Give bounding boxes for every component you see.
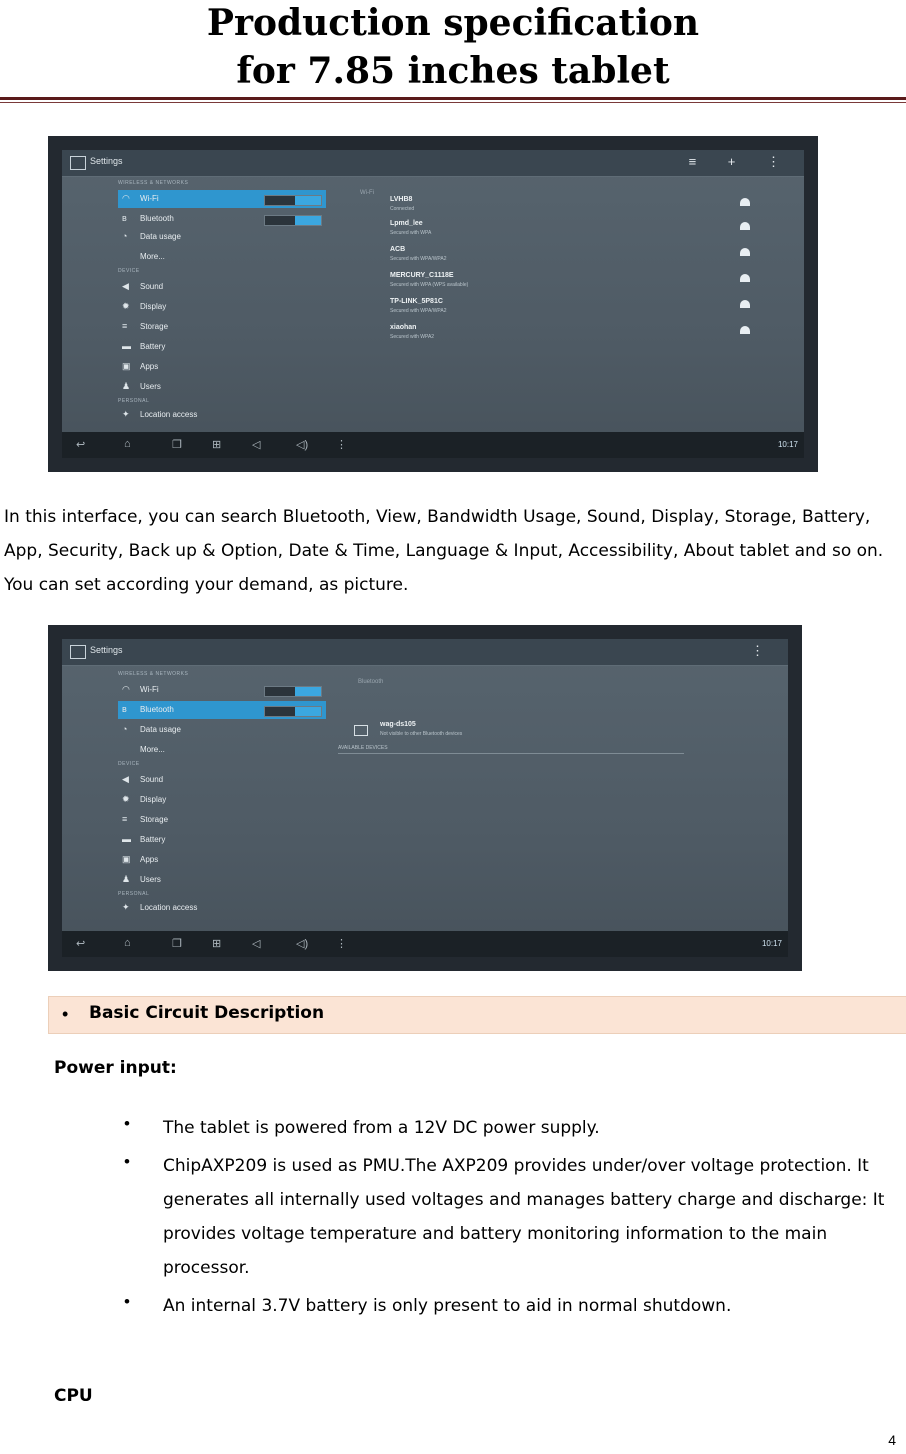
settings-wifi-photo (48, 136, 818, 472)
settings-menu (62, 665, 326, 931)
bluetooth-pane (332, 665, 788, 931)
section-header-device: DEVICE (118, 761, 140, 767)
home-icon[interactable]: ⌂ (124, 937, 131, 949)
sound-icon: ◀ (122, 774, 129, 784)
action-icons[interactable]: ≡ + ⋮ (688, 154, 794, 169)
section-header-wireless: WIRELESS & NETWORKS (118, 671, 189, 677)
data-usage-icon: ◔ (122, 231, 128, 241)
section-header-device: DEVICE (118, 268, 140, 274)
section-title: Basic Circuit Description (89, 1003, 325, 1023)
menu-item-battery[interactable]: ▬ Battery (122, 834, 166, 844)
menu-item-storage[interactable]: ≡ Storage (122, 814, 169, 824)
bluetooth-icon: ʙ (122, 213, 127, 223)
battery-icon: ▬ (122, 834, 131, 844)
bluetooth-toggle[interactable] (264, 706, 322, 717)
bluetooth-icon: ʙ (122, 704, 127, 714)
system-nav-bar (62, 931, 788, 957)
menu-item-display[interactable]: ✹ Display (122, 794, 167, 804)
menu-icon[interactable]: ⋮ (336, 938, 347, 950)
bluetooth-toggle[interactable] (264, 215, 322, 226)
doc-title-line2: for 7.85 inches tablet (236, 50, 670, 92)
settings-menu (62, 176, 326, 432)
screenshot-icon[interactable]: ⊞ (212, 439, 222, 451)
wifi-signal-icon (740, 274, 750, 282)
menu-item-apps[interactable]: ▣ Apps (122, 361, 159, 371)
battery-icon: ▬ (122, 341, 131, 351)
recent-apps-icon[interactable]: ❐ (172, 439, 182, 451)
wifi-toggle[interactable] (264, 195, 322, 206)
action-bar (62, 150, 804, 177)
network-item[interactable]: Lpmd_lee Secured with WPA (390, 220, 750, 250)
menu-item-wifi[interactable]: ◠ Wi-Fi (118, 190, 326, 208)
wifi-icon: ◠ (122, 193, 130, 203)
network-item[interactable]: ACB Secured with WPA/WPA2 (390, 246, 750, 276)
app-title: Settings (90, 156, 123, 166)
menu-item-users[interactable]: ♟ Users (122, 874, 161, 884)
pane-header: Bluetooth (358, 679, 384, 685)
data-usage-icon: ◔ (122, 724, 128, 734)
bullet-icon: • (124, 1114, 130, 1133)
section-header-personal: PERSONAL (118, 398, 150, 404)
wifi-networks-pane (332, 176, 804, 432)
back-icon[interactable]: ↩ (76, 938, 86, 950)
menu-item-data-usage[interactable]: ◔ Data usage (122, 231, 181, 241)
menu-item-data-usage[interactable]: ◔ Data usage (122, 724, 181, 734)
menu-item-storage[interactable]: ≡ Storage (122, 321, 169, 331)
location-icon: ✦ (122, 409, 130, 419)
status-clock: 10:17 (777, 440, 798, 449)
tablet-screen (62, 639, 788, 957)
back-icon[interactable]: ↩ (76, 439, 86, 451)
menu-item-display[interactable]: ✹ Display (122, 301, 167, 311)
computer-icon (354, 725, 368, 736)
home-icon[interactable]: ⌂ (124, 438, 131, 450)
network-item[interactable]: xiaohan Secured with WPA2 (390, 324, 750, 354)
menu-item-bluetooth[interactable]: ʙ Bluetooth (118, 701, 326, 719)
wifi-signal-icon (740, 222, 750, 230)
display-icon: ✹ (122, 301, 130, 311)
bullet-icon: • (124, 1152, 130, 1171)
wifi-signal-icon (740, 248, 750, 256)
bluetooth-device-item[interactable]: wag-ds105 Not visible to other Bluetooth devices (354, 721, 674, 743)
apps-icon: ▣ (122, 854, 131, 864)
doc-title-line1: Production specification (206, 2, 700, 44)
location-icon: ✦ (122, 902, 130, 912)
users-icon: ♟ (122, 874, 131, 884)
settings-bluetooth-photo (48, 625, 802, 971)
system-nav-bar (62, 432, 804, 458)
users-icon: ♟ (122, 381, 131, 391)
menu-item-location[interactable]: ✦ Location access (122, 902, 198, 912)
available-devices-header: AVAILABLE DEVICES (338, 745, 684, 754)
storage-icon: ≡ (122, 814, 128, 824)
menu-item-users[interactable]: ♟ Users (122, 381, 161, 391)
display-icon: ✹ (122, 794, 130, 804)
title-rule-thin (0, 102, 906, 103)
volume-down-icon[interactable]: ◁ (252, 439, 261, 451)
volume-up-icon[interactable]: ◁) (296, 938, 309, 950)
section-header-personal: PERSONAL (118, 891, 150, 897)
status-clock: 10:17 (761, 939, 782, 948)
menu-item-bluetooth[interactable]: ʙ Bluetooth (118, 210, 326, 228)
pane-header: Wi-Fi (360, 190, 374, 196)
menu-item-apps[interactable]: ▣ Apps (122, 854, 159, 864)
action-bar (62, 639, 788, 666)
wifi-signal-icon (740, 198, 750, 206)
volume-up-icon[interactable]: ◁) (296, 439, 309, 451)
settings-icon (70, 645, 86, 659)
power-bullet-3: An internal 3.7V battery is only present to aid in normal shutdown. (163, 1296, 732, 1316)
bullet-icon: • (124, 1292, 130, 1311)
section-header-wireless: WIRELESS & NETWORKS (118, 180, 189, 186)
power-bullet-1: The tablet is powered from a 12V DC power supply. (163, 1118, 600, 1138)
power-input-heading: Power input: (54, 1058, 177, 1078)
sound-icon: ◀ (122, 281, 129, 291)
apps-icon: ▣ (122, 361, 131, 371)
menu-item-more[interactable]: More... (140, 745, 165, 754)
recent-apps-icon[interactable]: ❐ (172, 938, 182, 950)
wifi-icon: ◠ (122, 684, 130, 694)
overflow-menu-icon[interactable]: ⋮ (751, 643, 778, 658)
menu-icon[interactable]: ⋮ (336, 439, 347, 451)
network-item[interactable]: MERCURY_C1118E Secured with WPA (WPS available) (390, 272, 750, 302)
wifi-signal-icon (740, 326, 750, 334)
menu-item-more[interactable]: More... (140, 252, 165, 261)
menu-item-location[interactable]: ✦ Location access (122, 409, 198, 419)
app-title: Settings (90, 645, 123, 655)
menu-item-sound[interactable]: ◀ Sound (122, 774, 164, 784)
menu-item-wifi[interactable]: ◠ Wi-Fi (118, 681, 326, 699)
menu-item-sound[interactable]: ◀ Sound (122, 281, 164, 291)
storage-icon: ≡ (122, 321, 128, 331)
settings-icon (70, 156, 86, 170)
interface-description: In this interface, you can search Bluetooth, View, Bandwidth Usage, Sound, Display, Storage, Battery, App, Security, Back up & Option, Date & Time, Language & Input, Accessibility, About tablet and so on. You can set according your demand, as picture. (4, 507, 884, 595)
menu-item-battery[interactable]: ▬ Battery (122, 341, 166, 351)
network-item[interactable]: TP-LINK_5P81C Secured with WPA/WPA2 (390, 298, 750, 328)
cpu-heading: CPU (54, 1386, 93, 1406)
volume-down-icon[interactable]: ◁ (252, 938, 261, 950)
wifi-toggle[interactable] (264, 686, 322, 697)
screenshot-icon[interactable]: ⊞ (212, 938, 222, 950)
page-number: 4 (888, 1432, 896, 1448)
section-bullet: • (62, 1004, 69, 1024)
power-bullet-2: ChipAXP209 is used as PMU.The AXP209 provides under/over voltage protection. It generates all internally used voltages and manages battery charge and discharge: It provides voltage temperature and battery monitoring information to the main processor. (163, 1156, 885, 1278)
title-rule (0, 97, 906, 100)
network-item[interactable]: LVHB8 Connected (390, 196, 750, 226)
tablet-screen (62, 150, 804, 458)
wifi-signal-icon (740, 300, 750, 308)
